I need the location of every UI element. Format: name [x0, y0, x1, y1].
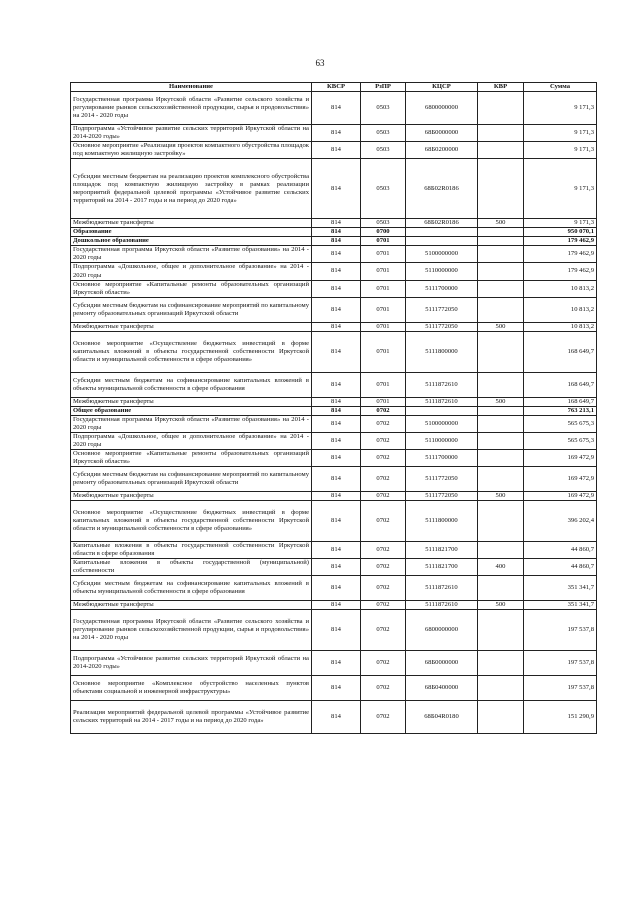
header-kcsr: КЦСР	[406, 83, 478, 92]
cell-sum: 151 290,9	[524, 701, 597, 734]
cell-kcsr: 5111821700	[406, 559, 478, 576]
cell-kvr	[478, 228, 524, 237]
cell-kvsr: 814	[312, 676, 361, 701]
cell-kcsr: 6800000000	[406, 92, 478, 125]
cell-name: Подпрограмма «Дошкольное, общее и дополнительное образование» на 2014 - 2020 годы	[71, 263, 312, 280]
cell-kcsr: 5110000000	[406, 432, 478, 449]
cell-kcsr: 5111800000	[406, 331, 478, 372]
cell-kvsr: 814	[312, 397, 361, 406]
cell-kvr	[478, 415, 524, 432]
table-row	[71, 125, 597, 142]
cell-kvr	[478, 432, 524, 449]
cell-kvsr: 814	[312, 297, 361, 322]
cell-sum: 179 462,9	[524, 263, 597, 280]
cell-sum: 565 675,3	[524, 415, 597, 432]
table-row	[71, 676, 597, 701]
cell-name: Реализация мероприятий федеральной целевой программы «Устойчивое развитие сельских территорий на 2014 - 2017 годы и на период до 2020 года»	[71, 701, 312, 734]
cell-kvsr: 814	[312, 246, 361, 263]
table-row	[71, 246, 597, 263]
cell-name: Государственная программа Иркутской области «Развитие образования» на 2014 - 2020 годы	[71, 415, 312, 432]
cell-kvr	[478, 610, 524, 651]
cell-name: Основное мероприятие «Осуществление бюджетных инвестиций в форме капитальных вложений в объекты государственной собственности Иркутской области и муниципальной собственности в сфере образования»	[71, 331, 312, 372]
cell-kvsr: 814	[312, 228, 361, 237]
table-row	[71, 159, 597, 219]
cell-rzpr: 0503	[361, 159, 406, 219]
cell-sum: 396 202,4	[524, 501, 597, 542]
table-row	[71, 237, 597, 246]
budget-table	[70, 82, 597, 734]
cell-kvr	[478, 576, 524, 601]
table-row	[71, 542, 597, 559]
cell-rzpr: 0701	[361, 397, 406, 406]
header-name: Наименование	[71, 83, 312, 92]
cell-sum: 197 537,8	[524, 651, 597, 676]
cell-rzpr: 0702	[361, 449, 406, 466]
cell-kcsr	[406, 406, 478, 415]
table-row	[71, 701, 597, 734]
table-body	[71, 92, 597, 734]
cell-sum: 351 341,7	[524, 601, 597, 610]
cell-kcsr: 5110000000	[406, 263, 478, 280]
cell-name: Государственная программа Иркутской области «Развитие образования» на 2014 - 2020 годы	[71, 246, 312, 263]
cell-kcsr: 5100000000	[406, 246, 478, 263]
cell-kcsr: 5100000000	[406, 415, 478, 432]
cell-rzpr: 0701	[361, 372, 406, 397]
cell-name: Подпрограмма «Дошкольное, общее и дополнительное образование» на 2014 - 2020 годы	[71, 432, 312, 449]
cell-kvr	[478, 372, 524, 397]
header-kvr: КВР	[478, 83, 524, 92]
table-row	[71, 397, 597, 406]
cell-kvsr: 814	[312, 492, 361, 501]
cell-kvr	[478, 542, 524, 559]
table-row	[71, 280, 597, 297]
cell-name: Основное мероприятие «Реализация проектов компактного обустройства площадок под компактную жилищную застройку»	[71, 142, 312, 159]
table-row	[71, 449, 597, 466]
cell-kvr: 500	[478, 219, 524, 228]
cell-kcsr: 5111772050	[406, 297, 478, 322]
cell-kvr	[478, 406, 524, 415]
cell-name: Межбюджетные трансферты	[71, 397, 312, 406]
cell-rzpr: 0701	[361, 237, 406, 246]
table-row	[71, 142, 597, 159]
cell-sum: 10 813,2	[524, 297, 597, 322]
cell-kcsr: 68Б02R0186	[406, 159, 478, 219]
cell-kvsr: 814	[312, 542, 361, 559]
cell-kcsr: 5111772050	[406, 492, 478, 501]
table-row	[71, 219, 597, 228]
cell-kvr	[478, 331, 524, 372]
cell-rzpr: 0701	[361, 331, 406, 372]
table-row	[71, 651, 597, 676]
cell-kvsr: 814	[312, 322, 361, 331]
cell-kvsr: 814	[312, 125, 361, 142]
cell-kcsr: 5111800000	[406, 501, 478, 542]
cell-sum: 168 649,7	[524, 397, 597, 406]
cell-rzpr: 0702	[361, 542, 406, 559]
cell-kcsr: 5111821700	[406, 542, 478, 559]
cell-rzpr: 0702	[361, 701, 406, 734]
cell-kcsr	[406, 228, 478, 237]
table-row	[71, 263, 597, 280]
table-header-row	[71, 83, 597, 92]
cell-sum: 10 813,2	[524, 280, 597, 297]
header-sum: Сумма	[524, 83, 597, 92]
cell-kvr	[478, 449, 524, 466]
header-kvsr: КВСР	[312, 83, 361, 92]
cell-kvr	[478, 280, 524, 297]
table-row	[71, 331, 597, 372]
cell-rzpr: 0701	[361, 297, 406, 322]
cell-sum: 179 462,9	[524, 237, 597, 246]
cell-rzpr: 0701	[361, 263, 406, 280]
cell-kvr: 400	[478, 559, 524, 576]
cell-kcsr: 68Б0000000	[406, 651, 478, 676]
table-row	[71, 492, 597, 501]
cell-kvsr: 814	[312, 406, 361, 415]
cell-kvr	[478, 237, 524, 246]
cell-sum: 10 813,2	[524, 322, 597, 331]
cell-kvsr: 814	[312, 559, 361, 576]
cell-kvsr: 814	[312, 601, 361, 610]
table-row	[71, 610, 597, 651]
cell-sum: 565 675,3	[524, 432, 597, 449]
cell-kvsr: 814	[312, 159, 361, 219]
cell-sum: 950 070,1	[524, 228, 597, 237]
cell-sum: 9 171,3	[524, 125, 597, 142]
cell-kcsr: 5111700000	[406, 449, 478, 466]
cell-kvsr: 814	[312, 372, 361, 397]
cell-name: Государственная программа Иркутской области «Развитие сельского хозяйства и регулирование рынков сельскохозяйственной продукции, сырья и продовольствия» на 2014 - 2020 годы	[71, 92, 312, 125]
cell-kvr: 500	[478, 322, 524, 331]
cell-kcsr: 68Б04R0180	[406, 701, 478, 734]
cell-name: Межбюджетные трансферты	[71, 219, 312, 228]
cell-kvsr: 814	[312, 432, 361, 449]
cell-rzpr: 0702	[361, 576, 406, 601]
cell-sum: 169 472,9	[524, 492, 597, 501]
cell-sum: 168 649,7	[524, 372, 597, 397]
table-row	[71, 372, 597, 397]
cell-kvsr: 814	[312, 467, 361, 492]
table-row	[71, 415, 597, 432]
header-rzpr: РзПР	[361, 83, 406, 92]
cell-kcsr: 68Б0200000	[406, 142, 478, 159]
cell-sum: 351 341,7	[524, 576, 597, 601]
cell-name: Основное мероприятие «Капитальные ремонты образовательных организаций Иркутской области»	[71, 280, 312, 297]
cell-name: Межбюджетные трансферты	[71, 492, 312, 501]
cell-name: Основное мероприятие «Капитальные ремонты образовательных организаций Иркутской области»	[71, 449, 312, 466]
cell-kvr	[478, 142, 524, 159]
cell-name: Дошкольное образование	[71, 237, 312, 246]
cell-name: Подпрограмма «Устойчивое развитие сельских территорий Иркутской области на 2014-2020 годы»	[71, 125, 312, 142]
cell-sum: 197 537,8	[524, 610, 597, 651]
cell-rzpr: 0702	[361, 601, 406, 610]
cell-name: Субсидии местным бюджетам на реализацию проектов комплексного обустройства площадок под компактную жилищную застройку в рамках реализации мероприятий федеральной целевой программы «Устойчивое развитие сельских территорий на 2014 - 2017 годы и на период до 2020 года»	[71, 159, 312, 219]
cell-name: Межбюджетные трансферты	[71, 601, 312, 610]
cell-rzpr: 0702	[361, 432, 406, 449]
cell-sum: 44 860,7	[524, 542, 597, 559]
cell-rzpr: 0700	[361, 228, 406, 237]
table-row	[71, 92, 597, 125]
table-row	[71, 559, 597, 576]
cell-sum: 9 171,3	[524, 159, 597, 219]
cell-sum: 168 649,7	[524, 331, 597, 372]
cell-rzpr: 0701	[361, 280, 406, 297]
cell-kvr	[478, 159, 524, 219]
cell-kcsr: 5111700000	[406, 280, 478, 297]
cell-kvsr: 814	[312, 415, 361, 432]
cell-kvr	[478, 501, 524, 542]
cell-name: Государственная программа Иркутской области «Развитие сельского хозяйства и регулирование рынков сельскохозяйственной продукции, сырья и продовольствия» на 2014 - 2020 годы	[71, 610, 312, 651]
table-row	[71, 467, 597, 492]
cell-name: Субсидии местным бюджетам на софинансирование капитальных вложений в объекты муниципальной собственности в сфере образования	[71, 576, 312, 601]
cell-kcsr: 5111772050	[406, 322, 478, 331]
page-number: 63	[315, 58, 325, 68]
cell-kcsr: 6800000000	[406, 610, 478, 651]
cell-kcsr: 68Б0400000	[406, 676, 478, 701]
cell-name: Капитальные вложения в объекты государственной собственности Иркутской области в сфере образования	[71, 542, 312, 559]
cell-kcsr: 5111772050	[406, 467, 478, 492]
cell-kvsr: 814	[312, 263, 361, 280]
cell-kvsr: 814	[312, 501, 361, 542]
cell-kvsr: 814	[312, 576, 361, 601]
cell-rzpr: 0702	[361, 415, 406, 432]
cell-kvr	[478, 246, 524, 263]
cell-kcsr	[406, 237, 478, 246]
cell-sum: 169 472,9	[524, 467, 597, 492]
cell-kcsr: 68Б0000000	[406, 125, 478, 142]
cell-name: Межбюджетные трансферты	[71, 322, 312, 331]
cell-kvsr: 814	[312, 237, 361, 246]
cell-rzpr: 0503	[361, 142, 406, 159]
cell-rzpr: 0503	[361, 219, 406, 228]
cell-sum: 44 860,7	[524, 559, 597, 576]
table-row	[71, 601, 597, 610]
cell-kvr	[478, 676, 524, 701]
cell-name: Образование	[71, 228, 312, 237]
cell-sum: 9 171,3	[524, 92, 597, 125]
cell-kvsr: 814	[312, 142, 361, 159]
cell-kvr	[478, 125, 524, 142]
cell-kvr	[478, 467, 524, 492]
cell-sum: 763 213,1	[524, 406, 597, 415]
cell-kcsr: 5111872610	[406, 372, 478, 397]
cell-rzpr: 0702	[361, 501, 406, 542]
table-row	[71, 322, 597, 331]
cell-rzpr: 0702	[361, 467, 406, 492]
cell-kvr: 500	[478, 492, 524, 501]
cell-rzpr: 0701	[361, 322, 406, 331]
cell-sum: 179 462,9	[524, 246, 597, 263]
cell-name: Капитальные вложения в объекты государственной (муниципальной) собственности	[71, 559, 312, 576]
table-row	[71, 406, 597, 415]
cell-kcsr: 5111872610	[406, 601, 478, 610]
cell-sum: 197 537,8	[524, 676, 597, 701]
cell-rzpr: 0702	[361, 492, 406, 501]
cell-name: Субсидии местным бюджетам на софинансирование мероприятий по капитальному ремонту образовательных организаций Иркутской области	[71, 297, 312, 322]
cell-kvr: 500	[478, 397, 524, 406]
cell-kvr: 500	[478, 601, 524, 610]
cell-sum: 169 472,9	[524, 449, 597, 466]
cell-rzpr: 0702	[361, 676, 406, 701]
cell-kcsr: 5111872610	[406, 397, 478, 406]
cell-name: Субсидии местным бюджетам на софинансирование мероприятий по капитальному ремонту образовательных организаций Иркутской области	[71, 467, 312, 492]
cell-rzpr: 0701	[361, 246, 406, 263]
cell-name: Основное мероприятие «Осуществление бюджетных инвестиций в форме капитальных вложений в объекты государственной собственности Иркутской области и муниципальной собственности в сфере образования»	[71, 501, 312, 542]
cell-kvsr: 814	[312, 701, 361, 734]
cell-name: Основное мероприятие «Комплексное обустройство населенных пунктов объектами социальной и инженерной инфраструктуры»	[71, 676, 312, 701]
cell-kvsr: 814	[312, 280, 361, 297]
table-row	[71, 576, 597, 601]
cell-kvsr: 814	[312, 651, 361, 676]
cell-kvr	[478, 701, 524, 734]
cell-kcsr: 5111872610	[406, 576, 478, 601]
cell-name: Подпрограмма «Устойчивое развитие сельских территорий Иркутской области на 2014-2020 годы»	[71, 651, 312, 676]
cell-sum: 9 171,3	[524, 219, 597, 228]
cell-rzpr: 0503	[361, 125, 406, 142]
cell-kvr	[478, 297, 524, 322]
table-row	[71, 432, 597, 449]
table-row	[71, 228, 597, 237]
cell-rzpr: 0702	[361, 559, 406, 576]
cell-sum: 9 171,3	[524, 142, 597, 159]
cell-name: Субсидии местным бюджетам на софинансирование капитальных вложений в объекты муниципальной собственности в сфере образования	[71, 372, 312, 397]
cell-rzpr: 0503	[361, 92, 406, 125]
cell-rzpr: 0702	[361, 610, 406, 651]
cell-kvsr: 814	[312, 92, 361, 125]
cell-kvsr: 814	[312, 331, 361, 372]
cell-kvsr: 814	[312, 219, 361, 228]
cell-rzpr: 0702	[361, 406, 406, 415]
cell-rzpr: 0702	[361, 651, 406, 676]
cell-name: Общее образование	[71, 406, 312, 415]
cell-kvr	[478, 92, 524, 125]
table-row	[71, 297, 597, 322]
cell-kvr	[478, 651, 524, 676]
table-row	[71, 501, 597, 542]
cell-kvsr: 814	[312, 610, 361, 651]
cell-kvsr: 814	[312, 449, 361, 466]
cell-kcsr: 68Б02R0186	[406, 219, 478, 228]
cell-kvr	[478, 263, 524, 280]
